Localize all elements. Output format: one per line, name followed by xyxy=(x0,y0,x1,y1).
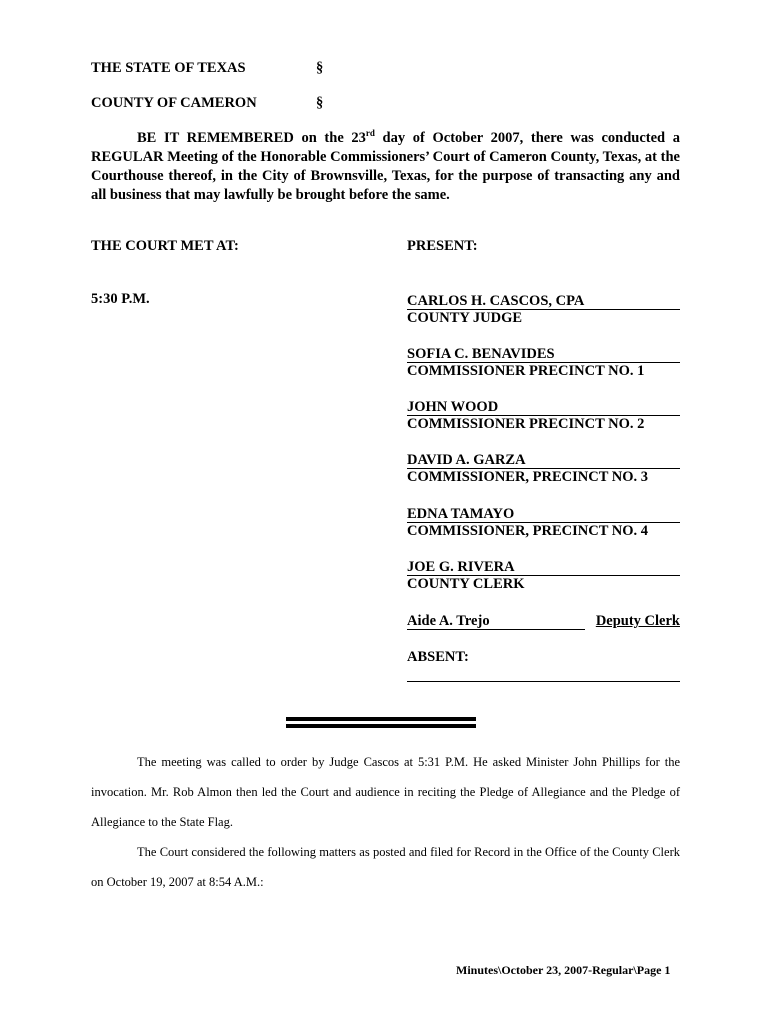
absent-signature-line xyxy=(407,681,680,682)
official-entry xyxy=(407,559,680,593)
official-entry xyxy=(407,293,680,327)
official-name: EDNA TAMAYO xyxy=(407,506,680,523)
official-name: JOE G. RIVERA xyxy=(407,559,680,576)
official-entry xyxy=(407,506,680,540)
county-label: COUNTY OF CAMERON xyxy=(91,95,257,111)
official-title: COMMISSIONER, PRECINCT NO. 4 xyxy=(407,523,649,539)
court-met-label: THE COURT MET AT: xyxy=(91,238,239,254)
double-rule-bottom xyxy=(286,724,476,728)
official-title: COMMISSIONER, PRECINCT NO. 3 xyxy=(407,469,649,485)
double-rule-top xyxy=(286,717,476,721)
page-footer: Minutes\October 23, 2007-Regular\Page 1 xyxy=(456,963,671,977)
matters-paragraph xyxy=(91,837,680,897)
official-name: SOFIA C. BENAVIDES xyxy=(407,346,680,363)
ordinal-suffix: rd xyxy=(365,128,375,138)
official-name: CARLOS H. CASCOS, CPA xyxy=(407,293,680,310)
absent-label: ABSENT: xyxy=(407,649,469,665)
deputy-title: Deputy Clerk xyxy=(595,613,680,629)
intro-text: BE IT REMEMBERED on the 23 xyxy=(137,130,366,146)
paragraph-text: The meeting was called to order by Judge Cascos at 5:31 P.M. He asked Minister John Phillips for the invocation. Mr. Rob Almon then led the Court and audience in reciting the Pledge of Allegiance and the Pledge of Allegiance to the State Flag. xyxy=(91,755,680,829)
present-label: PRESENT: xyxy=(407,238,478,254)
meeting-time: 5:30 P.M. xyxy=(91,291,150,307)
deputy-name: Aide A. Trejo xyxy=(407,613,490,629)
call-to-order-paragraph xyxy=(91,747,680,837)
official-entry xyxy=(407,346,680,380)
deputy-name-underline xyxy=(407,629,585,630)
paragraph-text: The Court considered the following matters as posted and filed for Record in the Office of the County Clerk on October 19, 2007 at 8:54 A.M.: xyxy=(91,845,680,889)
state-label: THE STATE OF TEXAS xyxy=(91,60,246,76)
official-entry xyxy=(407,399,680,433)
official-title: COUNTY JUDGE xyxy=(407,310,523,326)
intro-text-cont: day of October 2007, there was conducted a REGULAR Meeting of the Honorable Commissioners’ Court of Cameron County, Texas, at the Courthouse thereof, in the City of Brownsville, Texas, for the purpose of transacting any and all business that may lawfully be brought before the same. xyxy=(91,130,680,203)
official-title: COMMISSIONER PRECINCT NO. 1 xyxy=(407,363,645,379)
section-symbol: § xyxy=(316,95,324,111)
official-entry xyxy=(407,452,680,486)
intro-paragraph xyxy=(91,129,680,205)
official-name: JOHN WOOD xyxy=(407,399,680,416)
section-symbol: § xyxy=(316,60,324,76)
official-title: COUNTY CLERK xyxy=(407,576,525,592)
official-title: COMMISSIONER PRECINCT NO. 2 xyxy=(407,416,645,432)
official-name: DAVID A. GARZA xyxy=(407,452,680,469)
